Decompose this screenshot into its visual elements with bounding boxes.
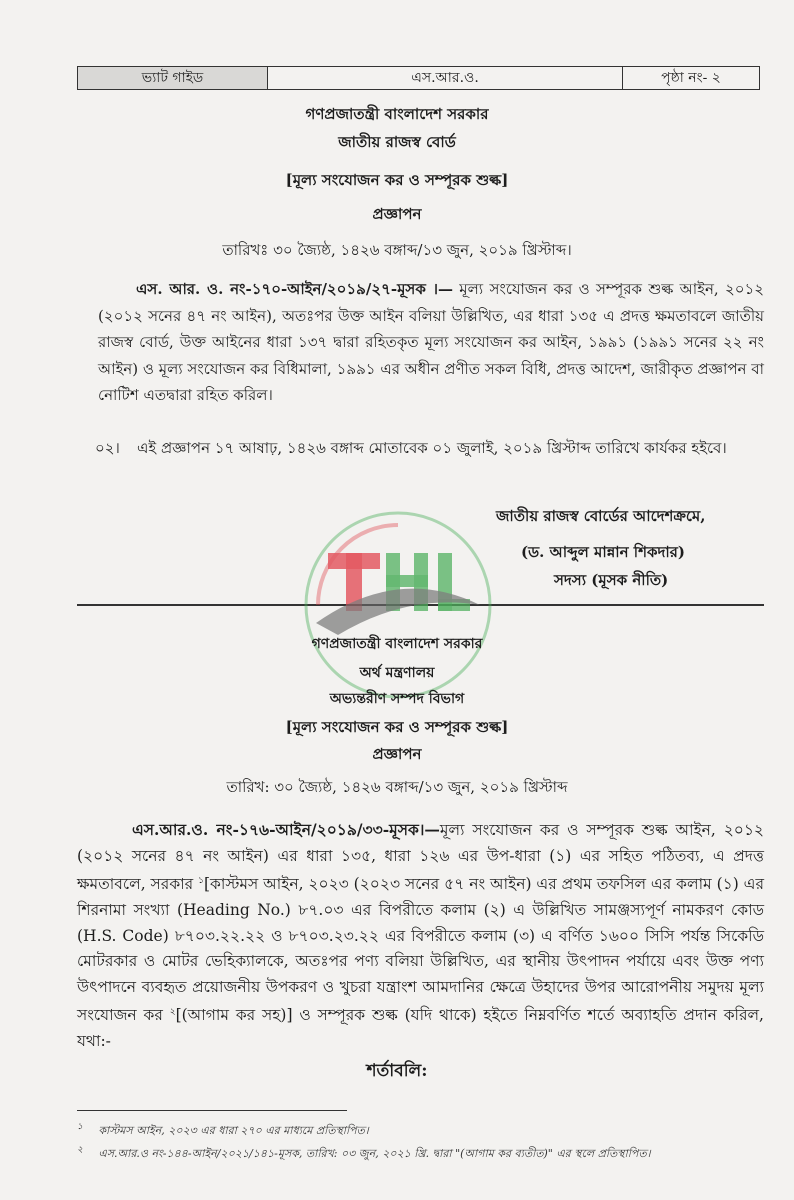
footnote-1-text: কাস্টমস আইন, ২০২৩ এর ধারা ২৭০ এর মাধ্যমে প্রতিস্থাপিত। — [98, 1123, 369, 1137]
order-line: জাতীয় রাজস্ব বোর্ডের আদেশক্রমে, — [496, 507, 706, 525]
notice-title: প্রজ্ঞাপন — [372, 205, 422, 223]
notice-date: তারিখঃ ৩০ জ্যৈষ্ঠ, ১৪২৬ বঙ্গাব্দ/১৩ জুন, ২০১৯ খ্রিস্টাব্দ। — [222, 241, 572, 259]
notice-body-2-part-a: মূল্য সংযোজন কর ও সম্পূরক শুল্ক আইন, ২০১২ (২০১২ সনের ৪৭ নং আইন) এর ধারা ১৩৫, ধারা ১২৬ এর উপ-ধারা (১) এর সহিত পঠিতব্য, এ প্রদত্ত ক্ষমতাবলে, সরকার — [77, 821, 764, 894]
notice-body — [98, 276, 764, 409]
para-2-number: ০২। — [95, 439, 120, 457]
notice-body-2-part-b: [কাস্টমস আইন, ২০২৩ (২০২৩ সনের ৫৭ নং আইন) এর প্রথম তফসিল এর কলাম (১) এর শিরনামা সংখ্যা (Heading No.) ৮৭.০৩ এর বিপরীতে কলাম (২) এ উল্লিখিত সামঞ্জস্যপূর্ণ নামকরণ কোড (H.S. Code) ৮৭০৩.২২.২২ ও ৮৭০৩.২৩.২২ এর বিপরীতে কলাম (৩) এ বর্ণিত ১৬০০ সিসি পর্যন্ত সিকেডি মোটরকার ও মোটর ভেহিক্যালকে, অতঃপর পণ্য বলিয়া উল্লিখিত, এর স্থানীয় উৎপাদন পর্যায়ে এবং উক্ত পণ্য উৎপাদনে ব্যবহৃত প্রয়োজনীয় উপকরণ ও খুচরা যন্ত্রাংশ আমদানির ক্ষেত্রে উহাদের উপর আরোপনীয় সমুদয় মূল্য সংযোজন কর — [77, 875, 764, 1025]
header-book-title: ভ্যাট গাইড — [78, 67, 268, 89]
notice-body-text: মূল্য সংযোজন কর ও সম্পূরক শুল্ক আইন, ২০১২ (২০১২ সনের ৪৭ নং আইন), অতঃপর উক্ত আইন বলিয়া উল্লিখিত, এর ধারা ১৩৫ এ প্রদত্ত ক্ষমতাবলে জাতীয় রাজস্ব বোর্ড, উক্ত আইনের ধারা ১৩৭ দ্বারা রহিতকৃত মূল্য সংযোজন কর আইন, ১৯৯১ (১৯৯১ সনের ২২ নং আইন) ও মূল্য সংযোজন কর বিধিমালা, ১৯৯১ এর অধীন প্রণীত সকল বিধি, প্রদত্ত আদেশ, জারীকৃত প্রজ্ঞাপন বা নোটিশ এতদ্বারা রহিত করিল। — [98, 280, 764, 404]
notice-body-2-part-c: [(আগাম কর সহ)] ও সম্পূরক শুল্ক (যদি থাকে) হইতে নিম্নবর্ণিত শর্তে অব্যাহতি প্রদান করিল, যথা:- — [77, 1006, 764, 1051]
footnote-1-mark: ১ — [77, 1122, 83, 1132]
header-section-title: এস.আর.ও. — [268, 67, 623, 89]
footnote-mark-2: ২ — [169, 1007, 176, 1018]
footnote-mark-1: ১ — [198, 876, 204, 887]
header-page-number: পৃষ্ঠা নং- ২ — [661, 70, 721, 86]
govt-title: গণপ্রজাতন্ত্রী বাংলাদেশ সরকার — [305, 105, 489, 123]
subject-line-2: [মূল্য সংযোজন কর ও সম্পূরক শুল্ক] — [285, 718, 509, 736]
sro-reference: এস. আর. ও. নং-১৭০-আইন/২০১৯/২৭-মূসক ।— — [136, 280, 453, 298]
footnote-rule — [77, 1110, 347, 1111]
notice-body-2 — [77, 817, 764, 1055]
signer-title: সদস্য (মূসক নীতি) — [554, 571, 669, 589]
footnote-1 — [77, 1119, 369, 1141]
footnote-2-text: এস.আর.ও নং-১৪৪-আইন/২০২১/১৪১-মূসক, তারিখ: ০৩ জুন, ২০২১ খ্রি. দ্বারা "(আগাম কর ব্যতীত)" এর স্থলে প্রতিস্থাপিত। — [98, 1146, 651, 1160]
footnote-2-mark: ২ — [77, 1145, 83, 1155]
footnote-2 — [77, 1142, 651, 1164]
ministry-title: অর্থ মন্ত্রণালয় — [359, 665, 435, 681]
subject-line: [মূল্য সংযোজন কর ও সম্পূরক শুল্ক] — [285, 171, 509, 189]
conditions-title: শর্তাবলি: — [366, 1061, 428, 1081]
notice-title-2: প্রজ্ঞাপন — [372, 745, 422, 763]
signer-name: (ড. আব্দুল মান্নান শিকদার) — [521, 543, 686, 561]
para-2-text: এই প্রজ্ঞাপন ১৭ আষাঢ়, ১৪২৬ বঙ্গাব্দ মোতাবেক ০১ জুলাই, ২০১৯ খ্রিস্টাব্দ তারিখে কার্যকর হইবে। — [137, 439, 727, 457]
sro-reference-2: এস.আর.ও. নং-১৭৬-আইন/২০১৯/৩৩-মূসক।— — [132, 820, 440, 839]
page-header-table — [77, 66, 760, 90]
notice-para-2 — [95, 435, 764, 462]
board-title: জাতীয় রাজস্ব বোর্ড — [338, 133, 456, 151]
division-title: অভ্যন্তরীণ সম্পদ বিভাগ — [329, 691, 465, 707]
notice-date-2: তারিখ: ৩০ জ্যৈষ্ঠ, ১৪২৬ বঙ্গাব্দ/১৩ জুন, ২০১৯ খ্রিস্টাব্দ — [226, 778, 568, 796]
govt-title-2: গণপ্রজাতন্ত্রী বাংলাদেশ সরকার — [311, 636, 483, 652]
